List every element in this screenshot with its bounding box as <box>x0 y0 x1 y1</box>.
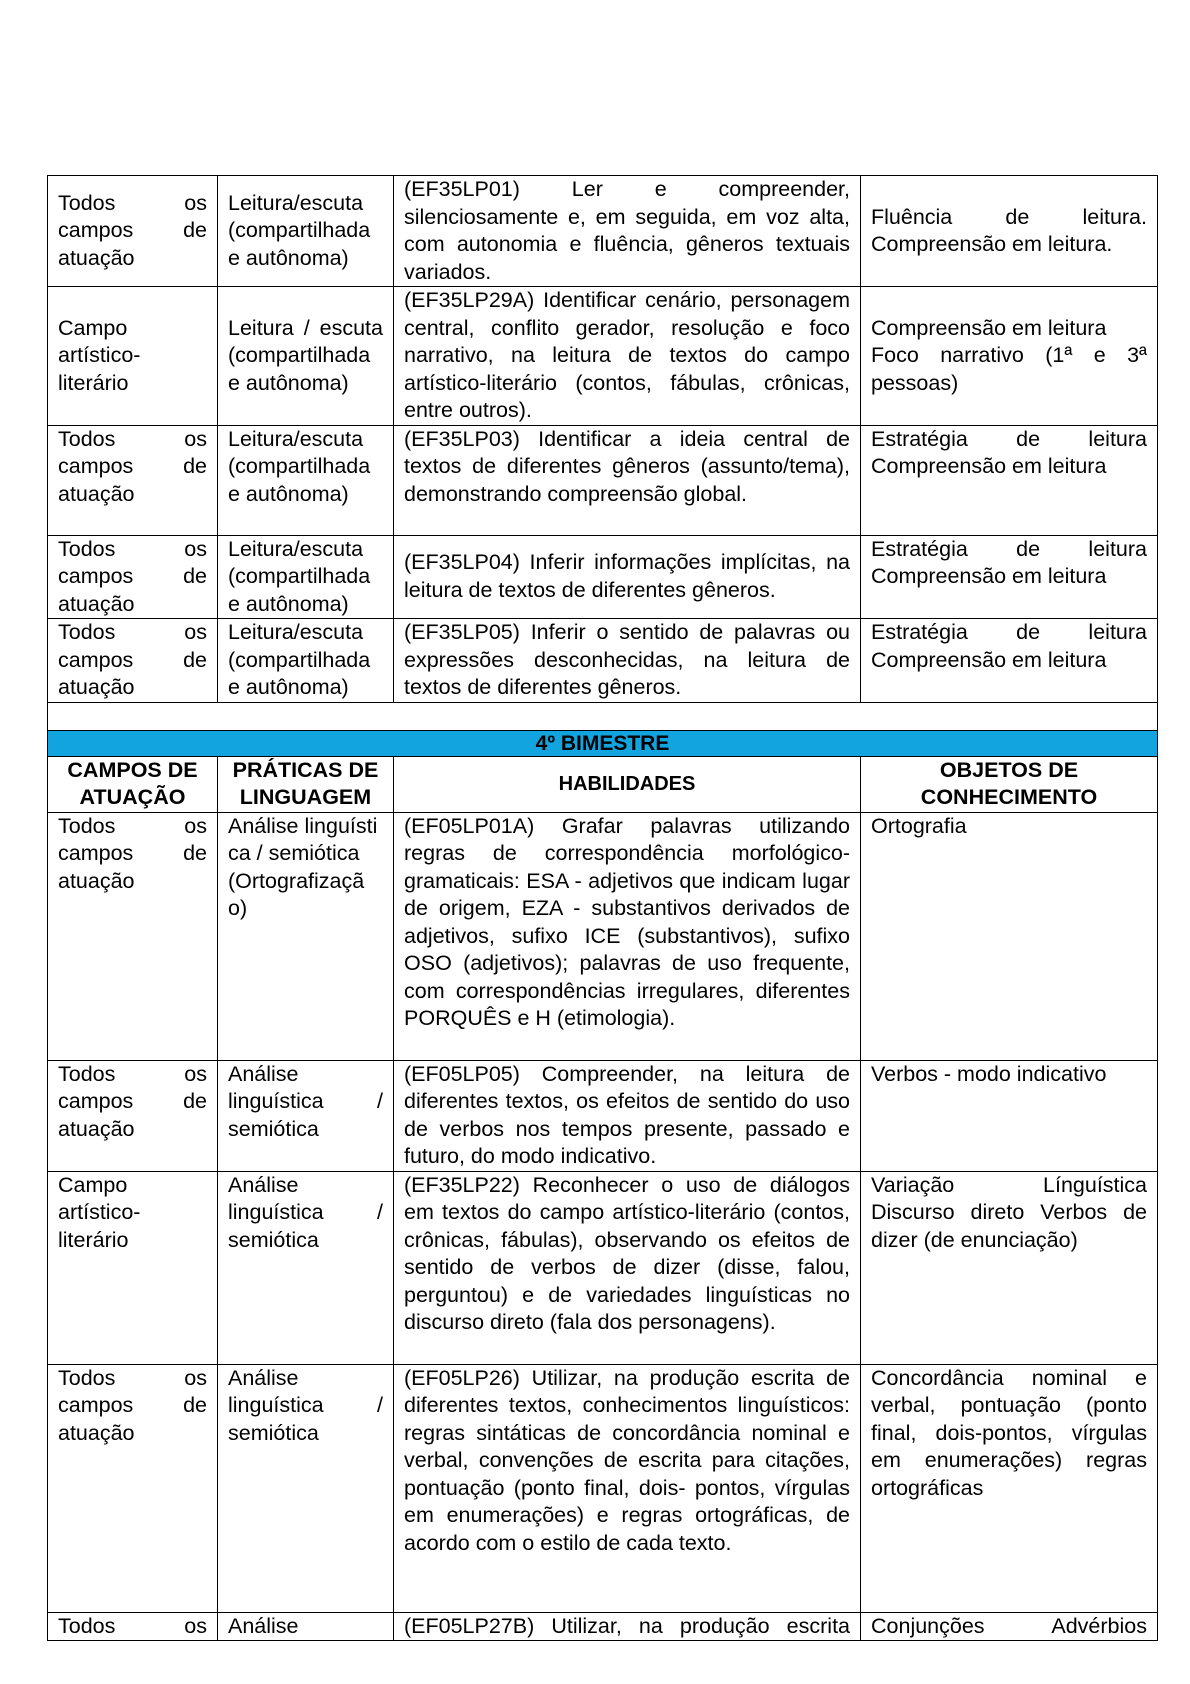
table-row <box>48 287 1158 426</box>
habilidade-cell: (EF35LP22) Reconhecer o uso de diálogos em textos do campo artístico-literário (contos, crônicas, fábulas), observando os efeitos de sentido de verbos de dizer (disse, falou, perguntou) e de variedades linguísticas no discurso direto (fala dos personagens). <box>394 1171 861 1364</box>
objeto-cell: Variação Línguística Discurso direto Verbos de dizer (de enunciação) <box>861 1171 1158 1364</box>
campo-cell: Todos os <box>48 1612 218 1641</box>
objeto-cell: Fluência de leitura. Compreensão em leitura. <box>861 176 1158 287</box>
habilidade-cell: (EF35LP01) Ler e compreender, silenciosamente e, em seguida, em voz alta, com autonomia e fluência, gêneros textuais variados. <box>394 176 861 287</box>
pratica-cell: Análise linguística / semiótica <box>218 1060 394 1171</box>
campo-cell: Todos os campos de atuação <box>48 176 218 287</box>
objeto-cell: Estratégia de leitura Compreensão em leitura <box>861 619 1158 703</box>
header-habilidades: HABILIDADES <box>394 756 861 812</box>
curriculum-document <box>47 175 1157 1641</box>
spacer-row <box>48 702 1158 730</box>
objeto-cell: Conjunções Advérbios <box>861 1612 1158 1641</box>
table-row <box>48 812 1158 1060</box>
habilidade-cell: (EF35LP29A) Identificar cenário, personagem central, conflito gerador, resolução e foco narrativo, na leitura de textos do campo artístico-literário (contos, fábulas, crônicas, entre outros). <box>394 287 861 426</box>
objeto-cell: Estratégia de leitura Compreensão em leitura <box>861 425 1158 535</box>
pratica-cell: Análise linguística / semiótica (Ortografização) <box>218 812 394 1060</box>
table-row <box>48 176 1158 287</box>
habilidade-cell: (EF05LP01A) Grafar palavras utilizando regras de correspondência morfológico-gramaticais: ESA - adjetivos que indicam lugar de origem, EZA - substantivos derivados de adjetivos, sufixo ICE (substantivos), sufixo OSO (adjetivos); palavras de uso frequente, com correspondências irregulares, diferentes PORQUÊS e H (etimologia). <box>394 812 861 1060</box>
pratica-cell: Análise linguística / semiótica <box>218 1171 394 1364</box>
pratica-cell: Leitura/escuta (compartilhada e autônoma) <box>218 619 394 703</box>
header-praticas: PRÁTICAS DE LINGUAGEM <box>218 756 394 812</box>
curriculum-table <box>47 175 1158 1641</box>
campo-cell: Todos os campos de atuação <box>48 1364 218 1612</box>
objeto-cell: Concordância nominal e verbal, pontuação (ponto final, dois-pontos, vírgulas em enumerações) regras ortográficas <box>861 1364 1158 1612</box>
table-row <box>48 619 1158 703</box>
table-row <box>48 1060 1158 1171</box>
pratica-cell: Leitura/escuta (compartilhada e autônoma) <box>218 535 394 619</box>
top-rows <box>48 176 1158 813</box>
header-row <box>48 756 1158 812</box>
objeto-cell: Ortografia <box>861 812 1158 1060</box>
pratica-cell: Análise linguística / semiótica <box>218 1364 394 1612</box>
habilidade-cell: (EF05LP27B) Utilizar, na produção escrita <box>394 1612 861 1641</box>
pratica-cell: Análise <box>218 1612 394 1641</box>
objeto-cell: Estratégia de leitura Compreensão em leitura <box>861 535 1158 619</box>
campo-cell: Todos os campos de atuação <box>48 535 218 619</box>
bottom-rows <box>48 812 1158 1641</box>
campo-cell: Campo artístico-literário <box>48 287 218 426</box>
pratica-cell: Leitura/escuta (compartilhada e autônoma) <box>218 176 394 287</box>
table-row <box>48 425 1158 535</box>
habilidade-cell: (EF35LP05) Inferir o sentido de palavras ou expressões desconhecidas, na leitura de textos de diferentes gêneros. <box>394 619 861 703</box>
pratica-cell: Leitura / escuta (compartilhada e autônoma) <box>218 287 394 426</box>
campo-cell: Todos os campos de atuação <box>48 812 218 1060</box>
campo-cell: Todos os campos de atuação <box>48 619 218 703</box>
habilidade-cell: (EF05LP26) Utilizar, na produção escrita de diferentes textos, conhecimentos linguísticos: regras sintáticas de concordância nominal e verbal, convenções de escrita para citações, pontuação (ponto final, dois- pontos, vírgulas em enumerações) e regras ortográficas, de acordo com o estilo de cada texto. <box>394 1364 861 1612</box>
objeto-cell: Compreensão em leitura Foco narrativo (1ª e 3ª pessoas) <box>861 287 1158 426</box>
table-row <box>48 1364 1158 1612</box>
habilidade-cell: (EF35LP03) Identificar a ideia central de textos de diferentes gêneros (assunto/tema), demonstrando compreensão global. <box>394 425 861 535</box>
bimestre-title: 4º BIMESTRE <box>48 730 1158 756</box>
habilidade-cell: (EF05LP05) Compreender, na leitura de diferentes textos, os efeitos de sentido do uso de verbos nos tempos presente, passado e futuro, do modo indicativo. <box>394 1060 861 1171</box>
pratica-cell: Leitura/escuta (compartilhada e autônoma) <box>218 425 394 535</box>
table-row <box>48 1612 1158 1641</box>
campo-cell: Campo artístico-literário <box>48 1171 218 1364</box>
header-campos: CAMPOS DE ATUAÇÃO <box>48 756 218 812</box>
habilidade-cell: (EF35LP04) Inferir informações implícitas, na leitura de textos de diferentes gêneros. <box>394 535 861 619</box>
bimestre-band <box>48 730 1158 756</box>
table-row <box>48 1171 1158 1364</box>
table-row <box>48 535 1158 619</box>
campo-cell: Todos os campos de atuação <box>48 1060 218 1171</box>
campo-cell: Todos os campos de atuação <box>48 425 218 535</box>
header-objetos: OBJETOS DE CONHECIMENTO <box>861 756 1158 812</box>
spacer-cell <box>48 702 1158 730</box>
objeto-cell: Verbos - modo indicativo <box>861 1060 1158 1171</box>
